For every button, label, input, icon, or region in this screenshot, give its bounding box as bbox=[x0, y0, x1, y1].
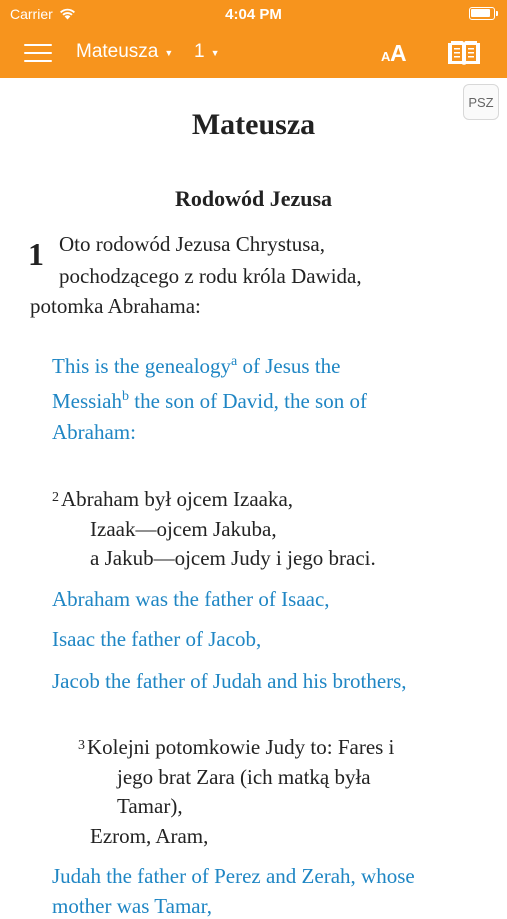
verse-number: 2 bbox=[52, 490, 59, 505]
verse-1-en-line-1 bbox=[52, 354, 341, 379]
verse-1-en-line-3: Abraham: bbox=[52, 420, 136, 444]
footnote-a-link[interactable]: a bbox=[231, 354, 238, 369]
verse-3-pl-line-2: jego brat Zara (ich matką była bbox=[117, 765, 371, 789]
verse-2-pl-line-2: Izaak—ojcem Jakuba, bbox=[90, 517, 277, 541]
font-size-icon: A bbox=[381, 49, 391, 64]
verse-3-pl-line-1 bbox=[78, 735, 394, 760]
status-bar bbox=[0, 0, 507, 30]
chapter-selector[interactable] bbox=[194, 41, 220, 63]
verse-1-pl-line-1: Oto rodowód Jezusa Chrystusa, bbox=[59, 232, 325, 256]
verse-2-pl-line-3: a Jakub—ojcem Judy i jego braci. bbox=[90, 546, 376, 570]
verse-1-pl-line-2: pochodzącego z rodu króla Dawida, bbox=[59, 264, 362, 288]
verse-1-en-text: Messiah bbox=[52, 389, 122, 413]
verse-3-en-line-1: Judah the father of Perez and Zerah, whose bbox=[52, 864, 415, 888]
hamburger-menu-icon[interactable] bbox=[24, 42, 52, 64]
font-size-button[interactable] bbox=[380, 38, 410, 68]
nav-bar bbox=[0, 30, 507, 78]
verse-2-en-line-2: Isaac the father of Jacob, bbox=[52, 627, 262, 651]
section-heading: Rodowód Jezusa bbox=[174, 186, 333, 211]
verse-3-pl-line-4: Ezrom, Aram, bbox=[90, 824, 209, 848]
verse-1-en-text: of Jesus the bbox=[237, 354, 341, 378]
verse-3-pl-line-3: Tamar), bbox=[117, 794, 183, 818]
status-time: 4:04 PM bbox=[225, 6, 282, 23]
chapter-number: 1 bbox=[28, 236, 44, 272]
verse-2-en-line-3: Jacob the father of Judah and his brothers, bbox=[52, 669, 407, 693]
verse-2-pl-text: Abraham był ojcem Izaaka, bbox=[61, 487, 294, 511]
book-selector[interactable] bbox=[76, 41, 173, 63]
verse-1-pl-line-3: potomka Abrahama: bbox=[30, 294, 201, 318]
verse-1-en-text: This is the genealogy bbox=[52, 354, 232, 378]
caret-down-icon: ▼ bbox=[164, 48, 174, 58]
font-size-icon-large: A bbox=[390, 40, 407, 66]
verse-2-en-line-1: Abraham was the father of Isaac, bbox=[52, 587, 330, 611]
chapter-content bbox=[0, 78, 507, 918]
verse-1-en-line-2 bbox=[52, 389, 367, 414]
footnote-b-link[interactable]: b bbox=[122, 389, 129, 404]
chapter-selector-label: 1 bbox=[194, 41, 205, 62]
verse-number: 3 bbox=[78, 738, 85, 753]
bible-button[interactable] bbox=[446, 38, 482, 68]
book-title: Mateusza bbox=[191, 108, 316, 141]
verse-3-pl-text: Kolejni potomkowie Judy to: Fares i bbox=[87, 735, 395, 759]
carrier-label: Carrier bbox=[10, 6, 53, 22]
verse-1-en-text: the son of David, the son of bbox=[129, 389, 367, 413]
book-selector-label: Mateusza bbox=[76, 41, 159, 62]
battery-icon bbox=[469, 7, 495, 20]
translation-badge[interactable]: PSZ bbox=[463, 84, 499, 120]
verse-3-en-line-2: mother was Tamar, bbox=[52, 894, 213, 918]
caret-down-icon: ▼ bbox=[210, 48, 220, 58]
open-book-icon bbox=[446, 38, 482, 68]
verse-2-pl-line-1 bbox=[52, 487, 293, 512]
